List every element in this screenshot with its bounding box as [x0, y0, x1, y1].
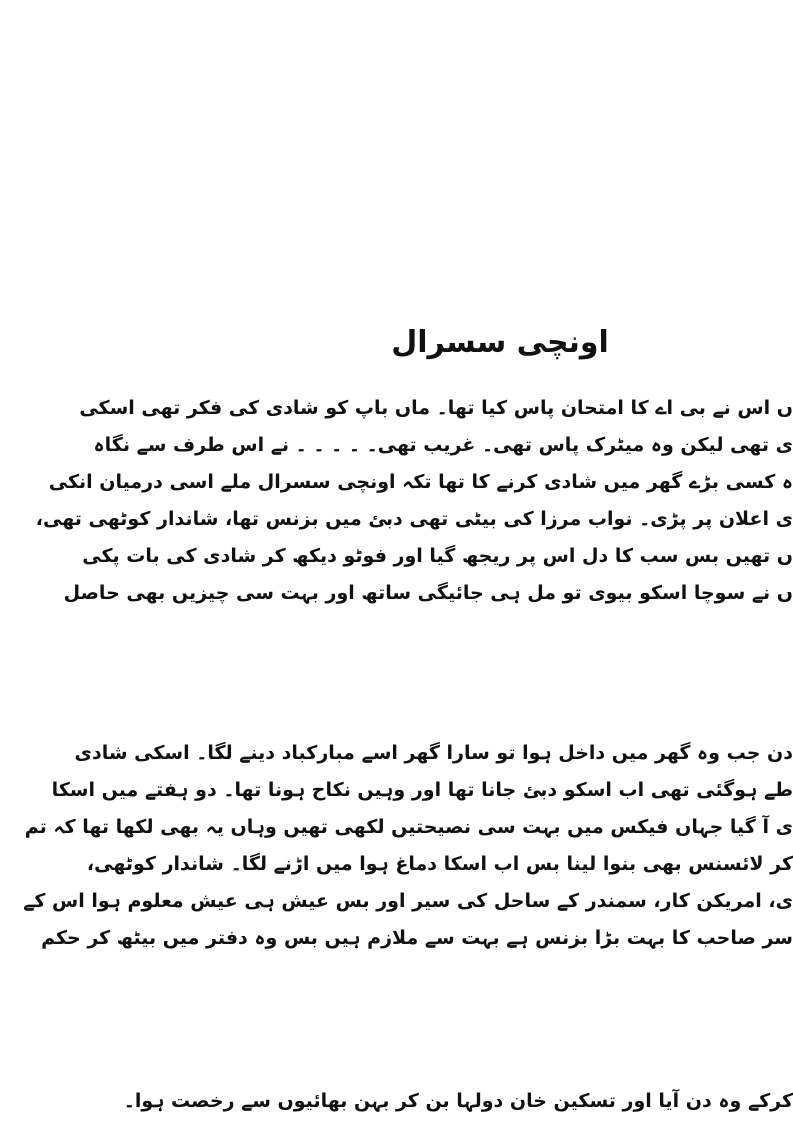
text-line: طے ہوگئی تھی اب اسکو دبئ جانا تھا اور وہیں نکاح ہونا تھا۔ دو ہفتے میں اسکا [51, 779, 793, 801]
text-line: ی، امریکن کار، سمندر کے ساحل کی سیر اور بس عیش ہی عیش معلوم ہوا اس کے [23, 890, 793, 912]
text-line: ی تھی لیکن وہ میٹرک پاس تھی۔ غریب تھی۔ ۔ ۔ ۔ ۔ نے اس طرف سے نگاہ [93, 434, 793, 456]
paragraph-2 [0, 735, 793, 957]
text-line: سر صاحب کا بہت بڑا بزنس ہے بہت سے ملازم ہیں بس وہ دفتر میں بیٹھ کر حکم [41, 927, 793, 949]
paragraph-3 [0, 1083, 793, 1120]
page-title: اونچی سسرال [391, 325, 609, 360]
text-line: ں اس نے بی اے کا امتحان پاس کیا تھا۔ ماں باپ کو شادی کی فکر تھی اسکی [79, 397, 793, 419]
text-line: ی آ گیا جہاں فیکس میں بہت سی نصیحتیں لکھی تھیں وہاں یہ بھی لکھا تھا کہ تم [24, 816, 793, 838]
text-line: ی اعلان پر پڑی۔ نواب مرزا کی بیٹی تھی دبئ میں بزنس تھا، شاندار کوٹھی تھی، [35, 508, 793, 530]
paragraph-1 [0, 390, 793, 612]
text-line: دن جب وہ گھر میں داخل ہوا تو سارا گھر اسے مبارکباد دینے لگا۔ اسکی شادی [74, 742, 793, 764]
text-line: ں تھیں بس سب کا دل اس پر ریجھ گیا اور فوٹو دیکھ کر شادی کی بات پکی [82, 545, 793, 567]
text-line: کر لائسنس بھی بنوا لینا بس اب اسکا دماغ ہوا میں اڑنے لگا۔ شاندار کوٹھی، [86, 853, 793, 875]
text-line: ہ کسی بڑے گھر میں شادی کرنے کا تھا تکہ اونچی سسرال ملے اسی درمیان انکی [48, 471, 793, 493]
text-line: کرکے وہ دن آیا اور تسکین خان دولہا بن کر بہن بھائیوں سے رخصت ہوا۔ [123, 1090, 793, 1112]
text-line: ں نے سوچا اسکو بیوی تو مل ہی جائیگی ساتھ اور بہت سی چیزیں بھی حاصل [63, 582, 793, 604]
